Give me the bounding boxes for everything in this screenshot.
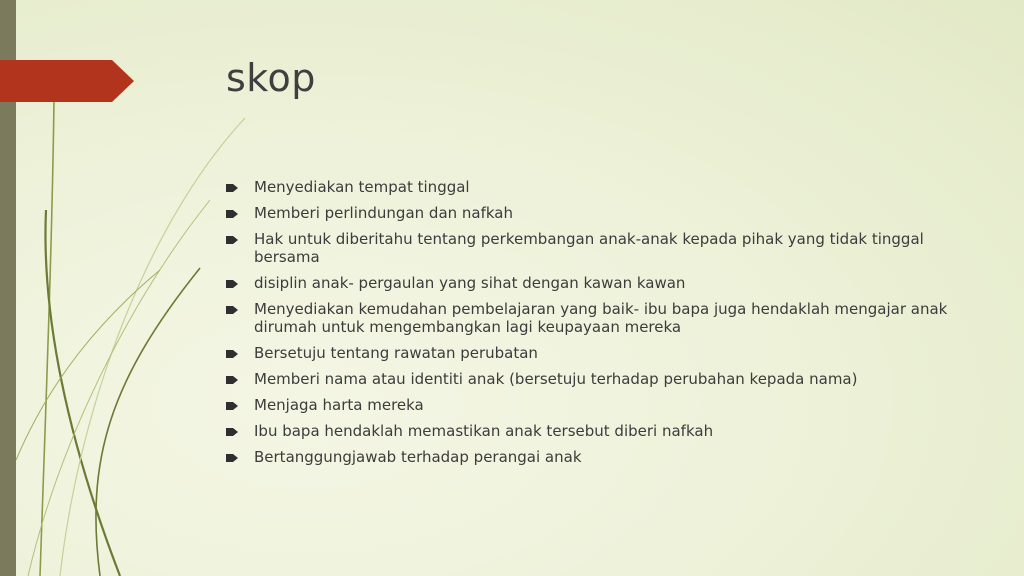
arrow-bullet-icon xyxy=(226,428,238,436)
list-item-text: Hak untuk diberitahu tentang perkembangan anak-anak kepada pihak yang tidak tinggal bersama xyxy=(254,230,924,266)
list-item xyxy=(226,230,986,266)
list-item-text: Menjaga harta mereka xyxy=(254,396,424,414)
list-item xyxy=(226,204,986,222)
list-item-text: Bersetuju tentang rawatan perubatan xyxy=(254,344,538,362)
list-item xyxy=(226,448,986,466)
list-item-text: Bertanggungjawab terhadap perangai anak xyxy=(254,448,582,466)
list-item xyxy=(226,370,986,388)
list-item xyxy=(226,396,986,414)
list-item xyxy=(226,344,986,362)
arrow-bullet-icon xyxy=(226,236,238,244)
list-item-text: Memberi nama atau identiti anak (bersetuju terhadap perubahan kepada nama) xyxy=(254,370,858,388)
title-accent-tab xyxy=(0,60,134,102)
slide-title: skop xyxy=(226,56,316,100)
list-item xyxy=(226,274,986,292)
list-item-text: Menyediakan tempat tinggal xyxy=(254,178,470,196)
arrow-bullet-icon xyxy=(226,402,238,410)
arrow-bullet-icon xyxy=(226,184,238,192)
arrow-bullet-icon xyxy=(226,376,238,384)
arrow-bullet-icon xyxy=(226,350,238,358)
list-item-text: Ibu bapa hendaklah memastikan anak tersebut diberi nafkah xyxy=(254,422,714,440)
arrow-bullet-icon xyxy=(226,454,238,462)
arrow-bullet-icon xyxy=(226,210,238,218)
arrow-bullet-icon xyxy=(226,306,238,314)
list-item-text: Memberi perlindungan dan nafkah xyxy=(254,204,514,222)
list-item xyxy=(226,300,986,336)
list-item xyxy=(226,178,986,196)
list-item-text: disiplin anak- pergaulan yang sihat dengan kawan kawan xyxy=(254,274,686,292)
arrow-bullet-icon xyxy=(226,280,238,288)
list-item-text: Menyediakan kemudahan pembelajaran yang baik- ibu bapa juga hendaklah mengajar anak dirumah untuk mengembangkan lagi keupayaan mereka xyxy=(254,300,948,336)
list-item xyxy=(226,422,986,440)
bullet-list xyxy=(226,178,986,474)
